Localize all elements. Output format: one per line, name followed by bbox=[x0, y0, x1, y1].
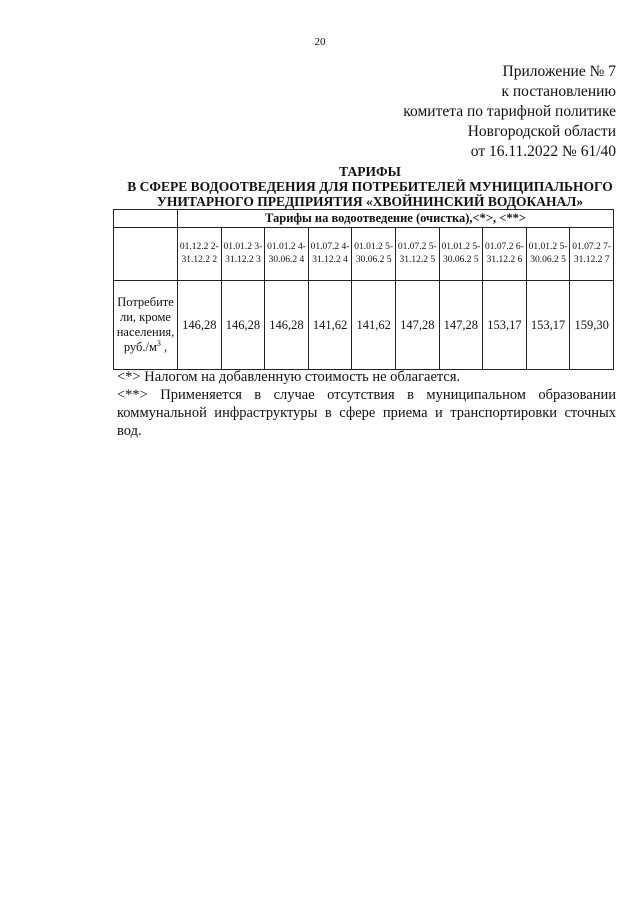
period-cell: 01.01.2 5- 30.06.2 5 bbox=[526, 228, 570, 281]
tariff-value: 153,17 bbox=[526, 281, 570, 370]
empty-cell bbox=[114, 228, 178, 281]
page-number: 20 bbox=[314, 36, 326, 48]
periods-row bbox=[114, 228, 614, 281]
table-corner-cell bbox=[114, 210, 178, 228]
period-cell: 01.01.2 3- 31.12.2 3 bbox=[221, 228, 265, 281]
tariff-value: 141,62 bbox=[352, 281, 396, 370]
period-cell: 01.01.2 4- 30.06.2 4 bbox=[265, 228, 309, 281]
period-cell: 01.07.2 6- 31.12.2 6 bbox=[483, 228, 527, 281]
table-header: Тарифы на водоотведение (очистка),<*>, <**> bbox=[178, 210, 614, 228]
tariff-value: 146,28 bbox=[221, 281, 265, 370]
period-cell: 01.12.2 2- 31.12.2 2 bbox=[178, 228, 222, 281]
footnote-vat: <*> Налогом на добавленную стоимость не облагается. bbox=[117, 369, 461, 385]
footnote-applicability: <**> Применяется в случае отсутствия в муниципальном образовании коммунальной инфраструктуры в сфере приема и транспортировки сточных вод. bbox=[117, 387, 616, 439]
row-label-text: Потребите ли, кроме населения, руб./м bbox=[116, 295, 175, 354]
row-label-tail: , bbox=[160, 340, 168, 354]
tariff-value: 146,28 bbox=[265, 281, 309, 370]
appendix-line: Новгородской области bbox=[467, 123, 616, 140]
appendix-line: Приложение № 7 bbox=[502, 63, 616, 80]
footnotes bbox=[117, 368, 616, 440]
title-line: УНИТАРНОГО ПРЕДПРИЯТИЯ «ХВОЙНИНСКИЙ ВОДОКАНАЛ» bbox=[156, 194, 584, 209]
document-title bbox=[110, 164, 630, 209]
appendix-line: к постановлению bbox=[501, 83, 616, 100]
row-label bbox=[114, 281, 178, 370]
tariff-table bbox=[113, 209, 614, 370]
appendix-line: комитета по тарифной политике bbox=[403, 103, 616, 120]
title-line: В СФЕРЕ ВОДООТВЕДЕНИЯ ДЛЯ ПОТРЕБИТЕЛЕЙ МУНИЦИПАЛЬНОГО bbox=[127, 179, 613, 194]
period-cell: 01.07.2 7- 31.12.2 7 bbox=[570, 228, 614, 281]
period-cell: 01.01.2 5- 30.06.2 5 bbox=[439, 228, 483, 281]
tariff-value: 147,28 bbox=[439, 281, 483, 370]
period-cell: 01.01.2 5- 30.06.2 5 bbox=[352, 228, 396, 281]
tariff-value: 153,17 bbox=[483, 281, 527, 370]
period-cell: 01.07.2 4- 31.12.2 4 bbox=[308, 228, 352, 281]
appendix-reference bbox=[403, 62, 616, 162]
appendix-line: от 16.11.2022 № 61/40 bbox=[470, 143, 616, 160]
period-cell: 01.07.2 5- 31.12.2 5 bbox=[395, 228, 439, 281]
unit-exponent: 3 bbox=[156, 338, 161, 348]
tariff-value: 141,62 bbox=[308, 281, 352, 370]
tariff-value: 146,28 bbox=[178, 281, 222, 370]
tariff-value: 147,28 bbox=[395, 281, 439, 370]
tariff-value: 159,30 bbox=[570, 281, 614, 370]
values-row bbox=[114, 281, 614, 370]
title-line: ТАРИФЫ bbox=[339, 164, 401, 179]
